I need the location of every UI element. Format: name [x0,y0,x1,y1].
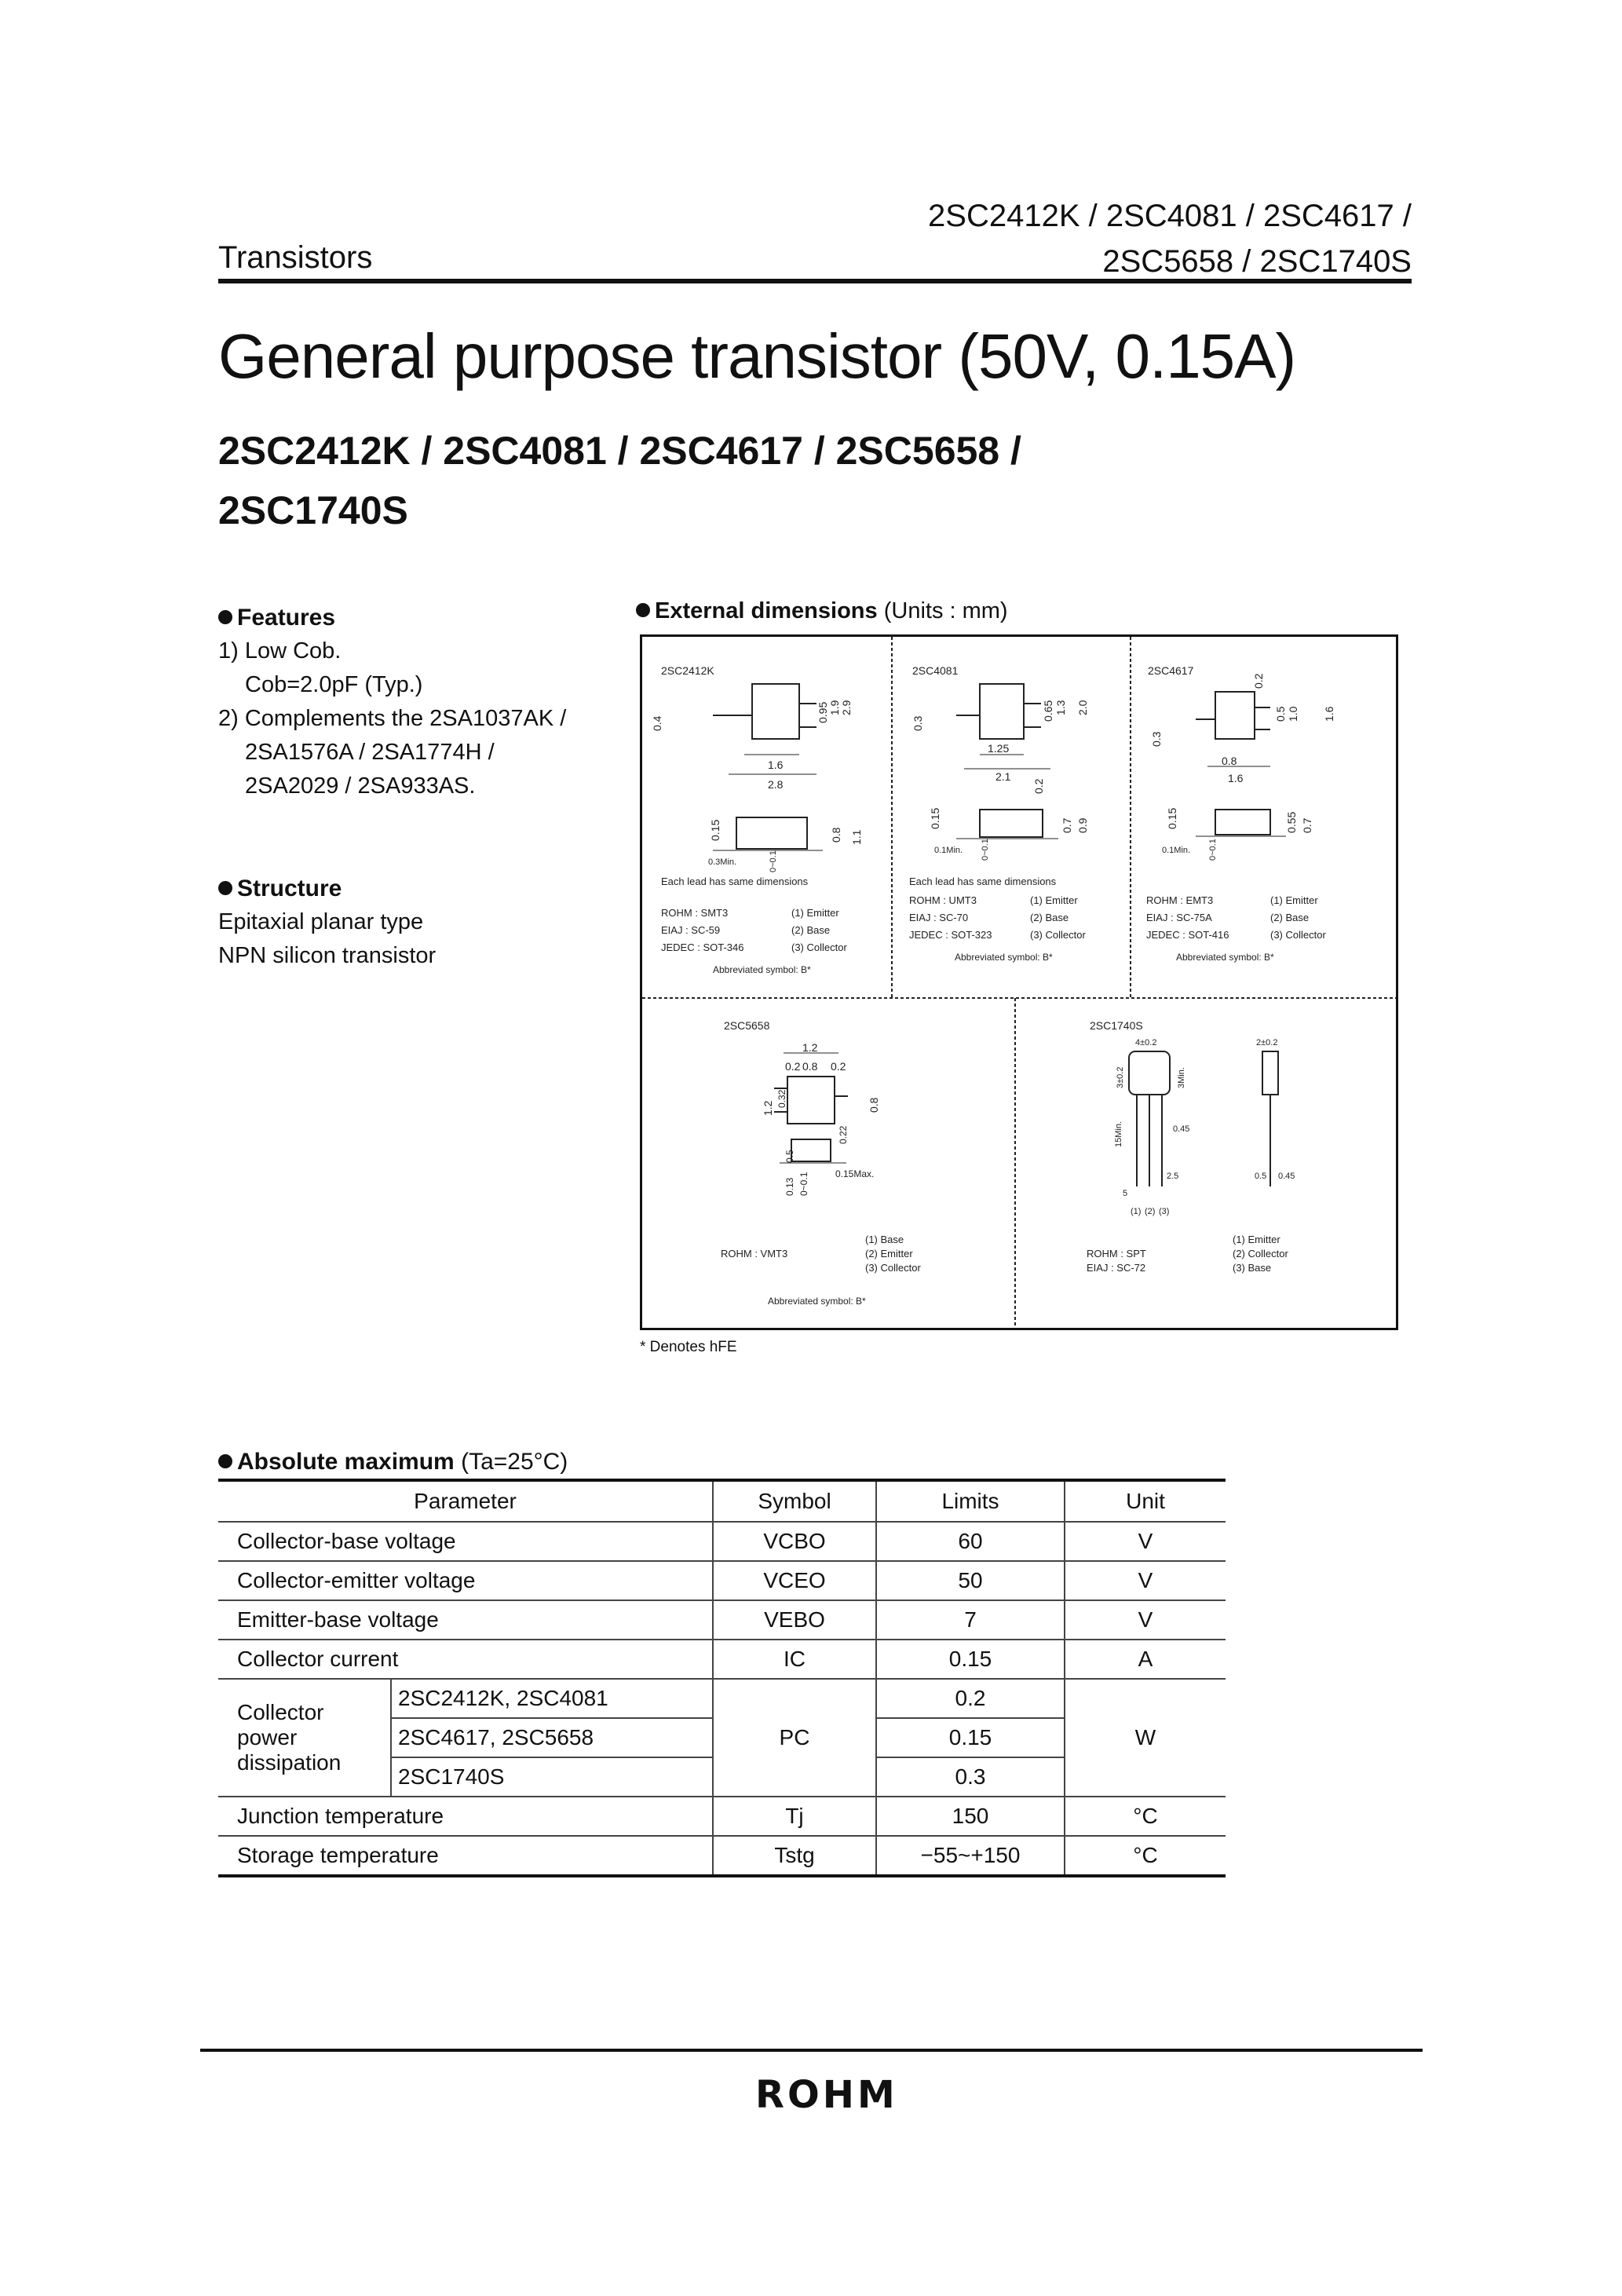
svg-text:0.15: 0.15 [1166,807,1178,829]
svg-text:1.9: 1.9 [828,700,841,715]
page-title: General purpose transistor (50V, 0.15A) [218,321,1296,391]
svg-text:Abbreviated symbol: B*: Abbreviated symbol: B* [955,952,1053,963]
svg-text:(2) Base: (2) Base [791,924,831,936]
svg-text:Abbreviated symbol: B*: Abbreviated symbol: B* [713,964,811,975]
table-row: Storage temperature Tstg −55~+150 °C [218,1836,1226,1876]
svg-text:0.15Max.: 0.15Max. [835,1168,875,1179]
svg-text:(1) Emitter: (1) Emitter [1233,1234,1280,1245]
svg-text:2.5: 2.5 [1167,1172,1179,1181]
bullet-icon [218,1454,232,1468]
svg-text:0.2: 0.2 [1032,778,1045,794]
feature-line: 2SA1576A / 2SA1774H / [245,740,495,765]
svg-text:(2) Base: (2) Base [1030,912,1069,923]
svg-text:EIAJ : SC-70: EIAJ : SC-70 [909,912,969,923]
svg-text:JEDEC : SOT-346: JEDEC : SOT-346 [661,941,744,953]
table-row: Collector power dissipation 2SC2412K, 2SC4081 PC 0.2 W [218,1679,1226,1718]
panel-title: 2SC4081 [912,664,959,677]
svg-text:1.0: 1.0 [1287,706,1299,722]
svg-text:0.7: 0.7 [1301,817,1313,833]
svg-text:ROHM : UMT3: ROHM : UMT3 [909,894,977,906]
svg-text:0.5: 0.5 [1255,1172,1267,1181]
svg-text:15Min.: 15Min. [1114,1121,1123,1147]
part-number-line2: 2SC1740S [218,488,408,532]
svg-text:1.6: 1.6 [768,759,784,771]
svg-text:0.95: 0.95 [816,701,829,723]
table-row: Collector-emitter voltage VCEO 50 V [218,1561,1226,1600]
part-number-line1: 2SC2412K / 2SC4081 / 2SC4617 / 2SC5658 / [218,429,1021,473]
hfe-note: * Denotes hFE [640,1339,737,1355]
panel-title: 2SC4617 [1148,664,1194,677]
svg-text:0.1Min.: 0.1Min. [1162,846,1191,855]
table-row: Junction temperature Tj 150 °C [218,1797,1226,1836]
panel-2sc5658 [721,1019,921,1307]
svg-text:0.15: 0.15 [709,819,721,841]
svg-text:0.8: 0.8 [868,1097,880,1113]
svg-text:0.8: 0.8 [830,827,842,843]
bullet-icon [636,603,650,617]
bullet-icon [218,881,232,895]
svg-text:Abbreviated symbol: B*: Abbreviated symbol: B* [1176,952,1274,963]
svg-text:0.1Min.: 0.1Min. [934,846,963,855]
rohm-logo: ROHM [755,2073,898,2117]
bullet-icon [218,610,232,624]
svg-text:(1) Emitter: (1) Emitter [1030,894,1078,906]
structure-heading: Structure [218,872,436,905]
header-part-numbers [928,193,1412,284]
panel-2sc4617 [1146,664,1335,963]
svg-text:JEDEC : SOT-323: JEDEC : SOT-323 [909,929,992,941]
feature-line: 2) Complements the 2SA1037AK / [218,706,567,731]
svg-text:0.4: 0.4 [651,715,663,731]
svg-text:(3) Collector: (3) Collector [791,941,847,953]
svg-text:ROHM : EMT3: ROHM : EMT3 [1146,894,1214,906]
svg-text:Each lead has same dimensions: Each lead has same dimensions [661,876,809,887]
svg-text:(1): (1) [1131,1207,1142,1216]
column-header: Limits [876,1480,1065,1522]
svg-text:(2) Emitter: (2) Emitter [865,1248,913,1260]
svg-text:0.15: 0.15 [929,807,941,829]
svg-text:0.8: 0.8 [1222,755,1237,767]
svg-text:0.2: 0.2 [1252,673,1265,689]
structure-line: NPN silicon transistor [218,943,437,968]
absolute-maximum-heading: Absolute maximum (Ta=25°C) [218,1449,568,1475]
svg-text:(3) Collector: (3) Collector [1270,929,1326,941]
panel-2sc2412k [651,664,863,975]
package-drawings [642,637,1396,1328]
power-dissipation-label: Collector power dissipation [218,1679,391,1797]
svg-text:0~0.1: 0~0.1 [769,850,778,872]
absolute-maximum-table [218,1479,1226,1877]
svg-text:1.6: 1.6 [1323,706,1335,722]
svg-text:0.5: 0.5 [1274,706,1287,722]
column-header: Symbol [713,1480,876,1522]
table-row: 2SC1740S 0.3 [218,1757,1226,1797]
svg-text:3±0.2: 3±0.2 [1116,1066,1125,1088]
svg-text:1.25: 1.25 [988,742,1010,755]
table-header-row [218,1480,1226,1522]
svg-text:(2) Base: (2) Base [1270,912,1310,923]
svg-text:0.3Min.: 0.3Min. [708,857,737,867]
external-dimensions-figure [640,634,1398,1330]
svg-text:5: 5 [1123,1189,1128,1198]
svg-text:1.3: 1.3 [1054,700,1067,715]
svg-text:1.6: 1.6 [1228,772,1244,784]
svg-text:0.55: 0.55 [1285,811,1298,833]
svg-text:1.1: 1.1 [850,829,863,845]
structure-section [218,872,436,973]
svg-text:0.5: 0.5 [784,1150,795,1163]
footer-rule [200,2049,1423,2052]
svg-text:0~0.1: 0~0.1 [1208,839,1218,861]
svg-text:1.2: 1.2 [762,1100,774,1116]
table-row: Collector-base voltage VCBO 60 V [218,1522,1226,1561]
svg-text:1.2: 1.2 [802,1041,818,1054]
svg-text:(3): (3) [1159,1207,1170,1216]
svg-text:ROHM : VMT3: ROHM : VMT3 [721,1248,788,1260]
svg-text:0.9: 0.9 [1076,817,1089,833]
svg-text:0.65: 0.65 [1042,700,1054,722]
svg-text:2.8: 2.8 [768,778,784,791]
feature-line: Cob=2.0pF (Typ.) [245,672,423,697]
svg-text:(1) Emitter: (1) Emitter [1270,894,1318,906]
header-parts-line2: 2SC5658 / 2SC1740S [1102,244,1412,279]
svg-text:(1) Base: (1) Base [865,1234,904,1245]
svg-text:EIAJ : SC-75A: EIAJ : SC-75A [1146,912,1212,923]
header-parts-line1: 2SC2412K / 2SC4081 / 2SC4617 / [928,199,1412,233]
svg-text:EIAJ : SC-59: EIAJ : SC-59 [661,924,721,936]
structure-line: Epitaxial planar type [218,909,424,934]
svg-text:0~0.1: 0~0.1 [981,839,990,861]
svg-text:EIAJ : SC-72: EIAJ : SC-72 [1087,1262,1146,1274]
svg-text:(1) Emitter: (1) Emitter [791,907,839,919]
svg-text:0~0.1: 0~0.1 [798,1172,809,1196]
panel-title: 2SC2412K [661,664,714,677]
svg-text:0.45: 0.45 [1278,1172,1295,1181]
svg-text:(3) Base: (3) Base [1233,1262,1272,1274]
svg-text:4±0.2: 4±0.2 [1135,1038,1157,1047]
header-rule [218,279,1412,283]
svg-text:ROHM : SMT3: ROHM : SMT3 [661,907,729,919]
svg-text:(3) Collector: (3) Collector [1030,929,1086,941]
svg-text:0.13: 0.13 [784,1177,795,1196]
svg-text:0.3: 0.3 [911,715,924,731]
svg-text:0.2: 0.2 [785,1060,801,1073]
part-number-title [218,421,1396,540]
svg-text:(2): (2) [1145,1207,1156,1216]
svg-text:0.2: 0.2 [831,1060,846,1073]
panel-title: 2SC5658 [724,1019,770,1032]
svg-text:2.1: 2.1 [995,770,1011,783]
svg-text:2.0: 2.0 [1076,700,1089,715]
svg-text:0.8: 0.8 [802,1060,818,1073]
svg-text:3Min.: 3Min. [1177,1067,1186,1088]
panel-title: 2SC1740S [1090,1019,1143,1032]
svg-text:2.9: 2.9 [840,700,853,715]
svg-text:0.3: 0.3 [1150,731,1163,747]
feature-line: 2SA2029 / 2SA933AS. [245,773,476,799]
svg-text:2±0.2: 2±0.2 [1256,1038,1278,1047]
svg-text:(3) Collector: (3) Collector [865,1262,921,1274]
svg-text:0.32: 0.32 [776,1089,787,1108]
svg-text:Each lead has same dimensions: Each lead has same dimensions [909,876,1057,887]
features-heading: Features [218,601,566,634]
table-row: Emitter-base voltage VEBO 7 V [218,1600,1226,1640]
svg-text:0.22: 0.22 [838,1125,849,1144]
svg-text:ROHM : SPT: ROHM : SPT [1087,1248,1146,1260]
feature-line: 1) Low Cob. [218,638,342,664]
svg-text:Abbreviated symbol: B*: Abbreviated symbol: B* [768,1296,866,1307]
svg-text:0.45: 0.45 [1173,1124,1190,1134]
svg-text:JEDEC : SOT-416: JEDEC : SOT-416 [1146,929,1229,941]
svg-text:(2) Collector: (2) Collector [1233,1248,1288,1260]
panel-2sc4081 [909,664,1089,963]
table-row: Collector current IC 0.15 A [218,1640,1226,1679]
panel-2sc1740s [1087,1019,1295,1274]
column-header: Parameter [218,1480,713,1522]
features-section [218,601,566,803]
column-header: Unit [1065,1480,1226,1522]
table-row: 2SC4617, 2SC5658 0.15 [218,1718,1226,1757]
category-label: Transistors [218,240,373,275]
external-dimensions-heading: External dimensions (Units : mm) [636,598,1008,624]
svg-text:0.7: 0.7 [1061,817,1073,833]
